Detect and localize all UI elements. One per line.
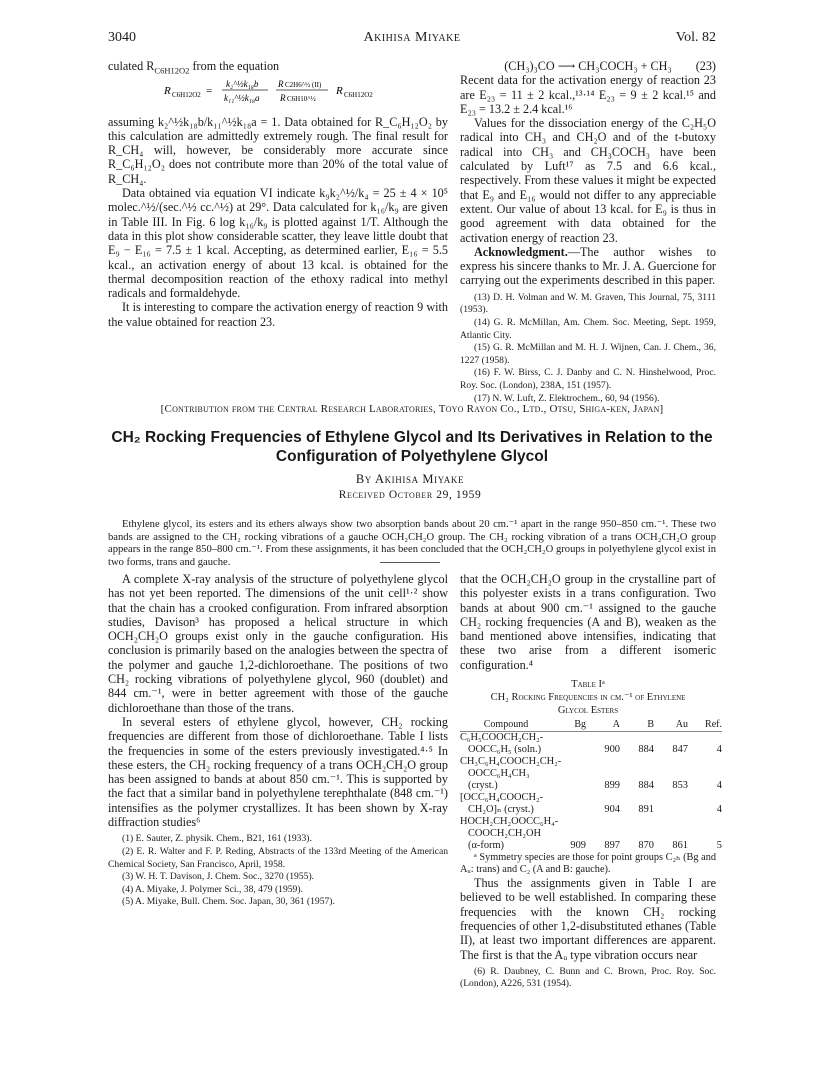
svg-text:R: R	[164, 85, 171, 98]
footnote: (2) E. R. Walter and F. P. Reding, Abstracts of the 133rd Meeting of the American Chemical Society, San Francisco, April, 1958.	[108, 845, 448, 870]
table-caption: CH₂ Rocking Frequencies in cm.⁻¹ of Ethylene	[490, 692, 686, 704]
paragraph: Recent data for the activation energy of reaction 23 are E₂₃ = 11 ± 2 kcal.,¹³·¹⁴ E₂₃ = 9 ± 2 kcal.¹⁵ and E₂₃ = 13.2 ± 2.4 kcal.¹⁶	[460, 73, 716, 116]
abstract: Ethylene glycol, its esters and its ethers always show two absorption bands about 20 cm.⁻¹ apart in the range 950–850 cm.⁻¹. These two bands are assigned to the CH₂ rocking vibrations of a gauche OCH₂CH₂O group. The CH₂ rocking vibration of a trans OCH₂CH₂O group appears in the range 850–800 cm.⁻¹. From these assignments, it has been concluded that the OCH₂CH₂O groups in polyethylene glycol exist in two forms, trans and gauche.	[108, 519, 716, 568]
col-header: Au	[654, 719, 688, 732]
footnote: (1) E. Sauter, Z. physik. Chem., B21, 161 (1933).	[122, 833, 312, 845]
svg-text:C6H10^½: C6H10^½	[287, 95, 316, 104]
equation-graphic	[128, 76, 428, 104]
footnote: (13) D. H. Volman and W. M. Graven, This Journal, 75, 3111 (1953).	[460, 291, 716, 316]
paragraph: A complete X-ray analysis of the structure of polyethylene glycol has not yet been reported. The dimensions of the unit cell¹·² show that the chain has a crooked configuration. From infrared absorption studies, Davison³ has proposed a helical structure in which OCH₂CH₂O groups exist only in the gauche configuration. His conclusion is primarily based on the analogies between the spectra of the polymer and gauche 1,2-dichloroethane. The positions of two CH₂ rocking vibrations of polyethylene glycol, 960 (doublet) and 844 cm.⁻¹, were in better agreement with those of the gauche dichloroethane than those of the trans.	[108, 572, 448, 715]
footnote: (4) A. Miyake, J. Polymer Sci., 38, 479 (1959).	[122, 883, 303, 895]
table-caption: Glycol Esters	[557, 705, 619, 717]
contribution-line: [Contribution from the Central Research Laboratories, Toyo Rayon Co., Ltd., Otsu, Shiga-ken, Japan]	[160, 403, 664, 415]
footnote: (5) A. Miyake, Bull. Chem. Soc. Japan, 30, 361 (1957).	[122, 896, 335, 908]
rate-equation	[108, 76, 448, 108]
svg-text:C6H12O2: C6H12O2	[344, 91, 373, 100]
svg-text:k₂^½k₁₈b: k₂^½k₁₈b	[226, 79, 259, 90]
footnotes	[108, 833, 448, 909]
svg-text:k₁₁^½k₁₈a: k₁₁^½k₁₈a	[224, 93, 260, 104]
prev-article-left-column	[108, 59, 448, 329]
acknowledgment: Acknowledgment.—The author wishes to express his sincere thanks to Mr. J. A. Guercione for carrying out the experiments described in this paper.	[460, 244, 716, 288]
received-date: Received October 29, 1959	[338, 489, 482, 501]
volume-label: Vol. 82	[675, 30, 716, 45]
col-header: Bg	[552, 719, 586, 732]
article-title: CH₂ Rocking Frequencies of Ethylene Glycol and Its Derivatives in Relation to the Configuration of Polyethylene Glycol	[111, 429, 713, 465]
table-row: CH₃C₆H₄COOCH₂CH₂-	[460, 756, 562, 768]
text-line: culated $R_{C6H12O2}$ from the equation	[108, 59, 280, 76]
table-header-row	[460, 719, 722, 732]
table-row: CH₂O]ₙ (cryst.) 904 891 4	[468, 804, 722, 816]
svg-text:R: R	[280, 93, 286, 104]
running-header	[108, 30, 716, 50]
table-label: Table Iᵃ	[571, 679, 605, 691]
prev-article-right-column	[460, 59, 716, 405]
svg-text:R: R	[278, 79, 284, 90]
footnote: (6) R. Daubney, C. Bunn and C. Brown, Proc. Roy. Soc. (London), A226, 531 (1954).	[460, 965, 716, 990]
footnote: (15) G. R. McMillan and M. H. J. Wijnen, Can. J. Chem., 36, 1227 (1958).	[460, 342, 716, 366]
footnotes	[460, 966, 716, 991]
paragraph: that the OCH₂CH₂O group in the crystalline part of this polyester exists in a trans configuration. Two bands at about 900 cm.⁻¹ assigned to the gauche CH₂ rocking frequencies (A and B), weaken as the band mentioned above intensifies, indicating that these two arise from a different isomeric configuration.⁴	[460, 572, 716, 672]
frequency-table	[460, 719, 722, 852]
footnotes	[460, 292, 716, 405]
page-number: 3040	[108, 30, 136, 45]
table-row: COOCH₂CH₂OH (α-form) 909 897 870 861 5	[468, 828, 722, 852]
body-right-column	[460, 572, 722, 991]
paragraph: It is interesting to compare the activation energy of reaction 9 with the value obtained for reaction 23.	[108, 300, 448, 329]
table-row: C₆H₅COOCH₂CH₂-	[460, 732, 544, 744]
paragraph: In several esters of ethylene glycol, however, CH₂ rocking frequencies are different from those of dichloroethane. Table I lists the frequencies in some of the esters previously investigated.⁴·⁵ In these esters, the CH₂ rocking frequency of a trans OCH₂CH₂O group has been assigned to bands at about 850 cm.⁻¹. This is supported by the fact that a similar band in polyethylene terephthalate (848 cm.⁻¹) intensifies as the polymer crystallizes. It has been shown by X-ray diffraction studies⁶	[108, 714, 448, 830]
col-header: A	[586, 719, 620, 732]
svg-text:C2H6^½ (II): C2H6^½ (II)	[285, 81, 322, 90]
table-row: OOCC₆H₅ (soln.) 900 884 847 4	[468, 744, 722, 756]
footnote: (14) G. R. McMillan, Am. Chem. Soc. Meeting, Sept. 1959, Atlantic City.	[460, 316, 716, 341]
col-header: B	[620, 719, 654, 732]
paragraph: Thus the assignments given in Table I are believed to be well established. In comparing these frequencies with the known CH₂ rocking frequencies of other 1,2-disubstituted ethanes (Table II), at least two important differences are apparent. The first is that the Aᵤ type vibration occurs near	[460, 876, 716, 962]
col-header: Ref.	[688, 719, 722, 732]
reaction-equation: (CH₃)₃CO ⟶ CH₃COCH₃ + CH₃ (23)	[504, 59, 716, 73]
paragraph: assuming k₂^½k₁₈b/k₁₁^½k₁₈a = 1. Data obtained for R_C₆H₁₂O₂ by this calculation are admittedly extremely rough. The final result for R_CH₄ will, however, be considerably more accurate since R_C₆H₁₂O₂ does not contribute more than 20% of the total value of R_CH₄.	[108, 114, 448, 186]
footnote: (16) F. W. Birss, C. J. Danby and C. N. Hinshelwood, Proc. Roy. Soc. (London), 238A, 151 (1957).	[460, 367, 716, 391]
svg-text:R: R	[336, 85, 343, 98]
table-row: HOCH₂CH₂OOCC₆H₄-	[460, 816, 559, 828]
svg-text:C6H12O2: C6H12O2	[172, 91, 201, 100]
paragraph: Values for the dissociation energy of the C₂H₅O radical into CH₃ and CH₂O and of the t-butoxy radical into CH₃ and CH₃COCH₃ have been calculated by Luft¹⁷ as 7.5 and 6.6 kcal., respectively. From these values it might be expected that E₉ and E₁₆ would not differ to any appreciable extent. Our value of about 13 kcal. for E₉ is thus in good agreement with data obtained for the activation energy of reaction 23.	[460, 116, 716, 245]
footnote: (17) N. W. Luft, Z. Elektrochem., 60, 94 (1956).	[474, 392, 660, 404]
table-row: OOCC₆H₄CH₃ (cryst.) 899 884 853 4	[468, 768, 722, 792]
col-header: Compound	[460, 719, 552, 732]
svg-text:=: =	[206, 85, 213, 98]
table-footnote: ᵃ Symmetry species are those for point groups C₂ₕ (Bg and Aᵤ: trans) and C₂ (A and B: gauche).	[460, 852, 716, 876]
body-left-column	[108, 572, 448, 909]
divider	[380, 562, 440, 563]
footnote: (3) W. H. T. Davison, J. Chem. Soc., 3270 (1955).	[122, 871, 315, 883]
table-row: [OCC₆H₄COOCH₂-	[460, 792, 544, 804]
paragraph: Data obtained via equation VI indicate k₉k₂^½/k₄ = 25 ± 4 × 10⁵ molec.^½/(sec.^½ cc.^½) at 29°. Data calculated for k₁₆/k₉ are given in Table III. In Fig. 6 log k₁₆/k₉ is plotted against 1/T. Although the data in this plot show considerable scatter, they leave little doubt that E₉ − E₁₆ = 7.5 ± 1 kcal. Accepting, as determined earlier, E₁₆ = 5.5 kcal., an activation energy of about 13 kcal. is obtained for the thermal decomposition reaction of the ethoxy radical into methyl radicals and formaldehyde.	[108, 186, 448, 301]
running-title: Akihisa Miyake	[363, 30, 461, 45]
byline: By Akihisa Miyake	[355, 472, 465, 486]
